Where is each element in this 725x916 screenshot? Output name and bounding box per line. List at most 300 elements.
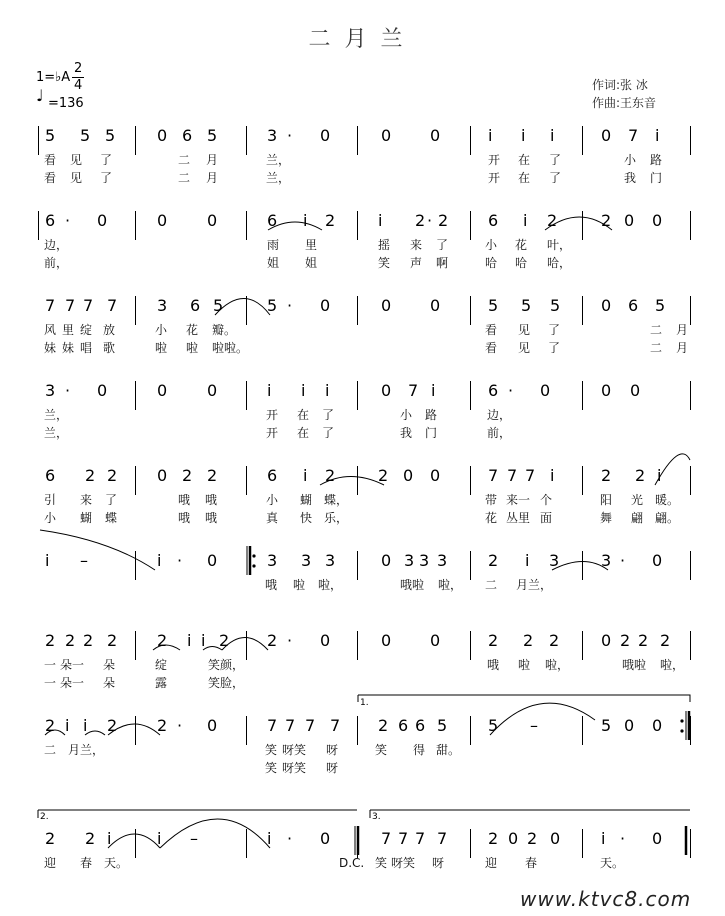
note: 0	[403, 466, 414, 485]
note: i	[303, 466, 308, 485]
lyric-verse-2: 看	[44, 171, 57, 185]
lyric-verse-1: 笑	[265, 743, 278, 757]
lyric-verse-2: 丛里	[506, 511, 531, 525]
note: 7	[408, 381, 419, 400]
lyric-verse-1: 呀	[432, 856, 445, 870]
lyric-verse-1: 暖。	[655, 493, 680, 507]
note: 2	[207, 466, 218, 485]
lyric-verse-1: 个	[540, 493, 553, 507]
lyric-verse-2: 声	[410, 256, 423, 270]
lyric-verse-2: 朵	[103, 676, 116, 690]
lyric-verse-1: 二	[485, 578, 498, 592]
lyric-verse-1: 二	[178, 153, 191, 167]
lyric-verse-1: 哦	[178, 493, 191, 507]
lyric-verse-2: 了	[549, 171, 562, 185]
note: 0	[157, 381, 168, 400]
time-signature-top: 2	[74, 61, 83, 76]
lyric-verse-2: 蝶	[105, 511, 118, 525]
note: 0	[624, 716, 635, 735]
note: 6	[190, 296, 201, 315]
lyric-verse-2: 见	[518, 341, 531, 355]
lyric-verse-1: 阳	[600, 493, 613, 507]
note: i	[301, 381, 306, 400]
note: 2	[157, 716, 168, 735]
note: 5	[213, 296, 224, 315]
note: 7	[45, 296, 56, 315]
lyric-verse-1: 小	[155, 323, 168, 337]
lyric-verse-2: 兰，	[266, 171, 291, 185]
lyric-verse-2: 花	[485, 511, 498, 525]
note: 0	[320, 631, 331, 650]
note: 2	[378, 716, 389, 735]
note: 0	[381, 381, 392, 400]
volta-3-label: 3.	[372, 812, 381, 822]
lyric-verse-1: 啦，	[660, 658, 685, 672]
lyric-verse-1: 放	[103, 323, 116, 337]
note: 7	[507, 466, 518, 485]
note: –	[530, 716, 538, 735]
note: i	[521, 126, 526, 145]
lyric-verse-1: 二	[650, 323, 663, 337]
note: 6	[628, 296, 639, 315]
note: 0	[652, 211, 663, 230]
note: 3	[601, 551, 612, 570]
lyric-verse-2: 呀	[326, 761, 339, 775]
note: 2	[438, 211, 449, 230]
lyric-verse-2: 月	[676, 341, 689, 355]
lyric-verse-1: 甜。	[436, 743, 461, 757]
lyric-verse-1: 月兰，	[516, 578, 553, 592]
lyric-verse-2: 在	[518, 171, 531, 185]
note: 5	[488, 296, 499, 315]
note: i	[488, 126, 493, 145]
page-title: 二月兰	[308, 27, 417, 52]
composer-credit: 作曲:王东音	[592, 96, 657, 110]
lyric-verse-1: 小	[624, 153, 637, 167]
lyric-verse-1: 雨	[267, 238, 280, 252]
note: 3	[549, 551, 560, 570]
lyric-verse-1: 开	[266, 408, 279, 422]
lyric-verse-1: 朵一	[60, 658, 85, 672]
lyric-verse-1: 风	[44, 323, 57, 337]
note: 0	[157, 126, 168, 145]
lyric-verse-2: 姐	[267, 256, 280, 270]
note: 3	[437, 551, 448, 570]
note: 0	[430, 466, 441, 485]
lyric-verse-2: 哦	[178, 511, 191, 525]
note: 0	[381, 126, 392, 145]
lyric-verse-1: 里	[62, 323, 75, 337]
note: 0	[381, 296, 392, 315]
note: i	[655, 126, 660, 145]
note: 0	[652, 551, 663, 570]
lyric-verse-2: 开	[266, 426, 279, 440]
note: 2	[638, 631, 649, 650]
note: 0	[320, 126, 331, 145]
lyric-verse-1: 笑颜，	[208, 658, 245, 672]
note: 3	[419, 551, 430, 570]
note: ·	[287, 296, 293, 315]
note: i	[83, 716, 88, 735]
note: 7	[285, 716, 296, 735]
lyric-verse-2: 翩。	[655, 511, 680, 525]
lyric-verse-1: 了	[548, 323, 561, 337]
note: 7	[525, 466, 536, 485]
note: 3	[404, 551, 415, 570]
note: 0	[601, 126, 612, 145]
note: 2	[523, 631, 534, 650]
lyric-verse-1: 绽	[155, 658, 168, 672]
lyric-verse-2: 呀笑	[282, 761, 307, 775]
note: 2	[488, 631, 499, 650]
lyric-verse-2: 哦	[205, 511, 218, 525]
note: 0	[601, 296, 612, 315]
lyric-verse-1: 二	[44, 743, 57, 757]
note: 3	[157, 296, 168, 315]
note: 2	[107, 466, 118, 485]
lyric-verse-2: 唱	[80, 341, 93, 355]
note: i	[157, 551, 162, 570]
note: –	[80, 551, 88, 570]
note: 0	[601, 381, 612, 400]
lyric-verse-1: 里	[305, 238, 318, 252]
note: 2	[65, 631, 76, 650]
lyric-verse-1: 得	[413, 743, 426, 757]
note: 7	[330, 716, 341, 735]
lyric-verse-1: 绽	[80, 323, 93, 337]
lyric-verse-1: 引	[44, 493, 57, 507]
lyric-verse-1: 哦	[265, 578, 278, 592]
note: i	[523, 211, 528, 230]
tempo-note-icon: ♩	[36, 86, 44, 105]
lyric-verse-2: 舞	[600, 511, 613, 525]
lyric-verse-1: 小	[485, 238, 498, 252]
note: 2	[601, 211, 612, 230]
lyric-verse-1: 啦，	[438, 578, 463, 592]
lyric-verse-1: 见	[518, 323, 531, 337]
lyric-verse-1: 哦	[487, 658, 500, 672]
lyric-verse-1: 天。	[104, 856, 129, 870]
lyric-verse-2: 笑脸，	[208, 676, 245, 690]
note: i	[157, 829, 162, 848]
note: ·	[620, 551, 626, 570]
note: 5	[601, 716, 612, 735]
tempo-marking: =136	[48, 96, 84, 111]
note: i	[65, 716, 70, 735]
note: 0	[157, 211, 168, 230]
note: 3	[45, 381, 56, 400]
note: 7	[83, 296, 94, 315]
note: 2	[378, 466, 389, 485]
note: i	[525, 551, 530, 570]
lyric-verse-2: 了	[322, 426, 335, 440]
note: 5	[550, 296, 561, 315]
lyric-verse-1: 啦，	[545, 658, 570, 672]
note: 2	[107, 631, 118, 650]
note: 0	[207, 211, 218, 230]
watermark: www.ktvc8.com	[520, 887, 692, 911]
note: 7	[381, 829, 392, 848]
lyric-verse-1: 边，	[44, 238, 69, 252]
note: 7	[628, 126, 639, 145]
note: i	[550, 126, 555, 145]
note: 2	[488, 829, 499, 848]
lyric-verse-1: 月	[206, 153, 219, 167]
lyric-verse-1: 了	[105, 493, 118, 507]
note: i	[657, 466, 662, 485]
note: i	[601, 829, 606, 848]
lyric-verse-1: 花	[186, 323, 199, 337]
note: 5	[437, 716, 448, 735]
note: ·	[427, 211, 433, 230]
lyric-verse-2: 妹	[44, 341, 57, 355]
note: ·	[65, 381, 71, 400]
lyric-verse-1: 带	[485, 493, 498, 507]
note: 2	[83, 631, 94, 650]
lyric-verse-1: 笑	[375, 856, 388, 870]
note: 2	[267, 631, 278, 650]
lyric-verse-1: 叶，	[547, 238, 572, 252]
lyric-verse-1: 小	[266, 493, 279, 507]
lyric-verse-1: 笑	[375, 743, 388, 757]
note: 7	[398, 829, 409, 848]
lyric-verse-2: 二	[650, 341, 663, 355]
note: 5	[655, 296, 666, 315]
note: 5	[488, 716, 499, 735]
note: 0	[97, 211, 108, 230]
note: ·	[177, 551, 183, 570]
note: 6	[182, 126, 193, 145]
lyric-verse-1: 了	[549, 153, 562, 167]
lyric-verse-1: 啦	[518, 658, 531, 672]
note: 7	[437, 829, 448, 848]
lyric-verse-1: 春	[80, 856, 93, 870]
note: 0	[601, 631, 612, 650]
note: 2	[488, 551, 499, 570]
lyric-verse-2: 了	[548, 341, 561, 355]
note: i	[431, 381, 436, 400]
lyric-verse-1: 天。	[600, 856, 625, 870]
lyric-verse-2: 啊	[436, 256, 449, 270]
note: 6	[267, 211, 278, 230]
lyric-verse-1: 光	[631, 493, 644, 507]
note: 0	[430, 296, 441, 315]
note: 5	[80, 126, 91, 145]
lyric-verse-2: 我	[400, 426, 413, 440]
note: 0	[320, 296, 331, 315]
note: 0	[540, 381, 551, 400]
note: 2	[45, 716, 56, 735]
note: ·	[177, 716, 183, 735]
lyric-verse-1: 哦	[205, 493, 218, 507]
lyric-verse-1: 路	[650, 153, 663, 167]
lyric-verse-2: 快	[300, 511, 313, 525]
lyric-verse-2: 见	[70, 171, 83, 185]
note: 0	[157, 466, 168, 485]
lyric-verse-2: 我	[624, 171, 637, 185]
note: i	[187, 631, 192, 650]
note: 2	[660, 631, 671, 650]
note: 0	[624, 211, 635, 230]
lyric-verse-1: 在	[297, 408, 310, 422]
note: i	[378, 211, 383, 230]
lyric-verse-1: 一	[44, 658, 57, 672]
lyric-verse-1: 看	[44, 153, 57, 167]
lyric-verse-1: 月兰，	[68, 743, 105, 757]
note: 0	[652, 716, 663, 735]
note: 2	[85, 829, 96, 848]
note: 2	[601, 466, 612, 485]
note: i	[107, 829, 112, 848]
lyric-verse-1: 呀	[326, 743, 339, 757]
note: 0	[207, 716, 218, 735]
note: 5	[521, 296, 532, 315]
note: 0	[381, 631, 392, 650]
lyric-verse-2: 前，	[44, 256, 69, 270]
note: 6	[45, 466, 56, 485]
lyric-verse-2: 啦啦。	[212, 341, 249, 355]
lyric-verse-2: 面	[540, 511, 553, 525]
note: 0	[381, 551, 392, 570]
volta-2-label: 2.	[40, 812, 49, 822]
note: 0	[630, 381, 641, 400]
key-signature: 1=♭A	[36, 70, 71, 85]
note: 2	[415, 211, 426, 230]
note: 2	[325, 466, 336, 485]
note: 0	[430, 631, 441, 650]
lyric-verse-2: 一	[44, 676, 57, 690]
note: 3	[325, 551, 336, 570]
note: ·	[65, 211, 71, 230]
lyric-verse-2: 兰，	[44, 426, 69, 440]
note: 5	[105, 126, 116, 145]
lyric-verse-1: 瓣。	[212, 323, 237, 337]
lyric-verse-2: 哈，	[547, 256, 572, 270]
lyric-verse-1: D.C.	[339, 856, 365, 870]
lyric-verse-1: 蝴	[300, 493, 313, 507]
note: 6	[415, 716, 426, 735]
lyric-verse-2: 月	[206, 171, 219, 185]
note: 6	[488, 211, 499, 230]
lyric-verse-2: 翩	[631, 511, 644, 525]
lyric-verse-2: 二	[178, 171, 191, 185]
note: 2	[157, 631, 168, 650]
lyric-verse-1: 来	[410, 238, 423, 252]
lyric-verse-2: 啦	[155, 341, 168, 355]
lyric-verse-1: 啦，	[318, 578, 343, 592]
lyricist-credit: 作词:张 冰	[592, 78, 648, 92]
lyric-verse-2: 在	[297, 426, 310, 440]
note: i	[201, 631, 206, 650]
lyric-verse-2: 门	[425, 426, 438, 440]
note: 0	[652, 829, 663, 848]
note: 2	[45, 631, 56, 650]
lyric-verse-1: 看	[485, 323, 498, 337]
note: 5	[207, 126, 218, 145]
lyric-verse-2: 歌	[103, 341, 116, 355]
note: 6	[488, 381, 499, 400]
note: 2	[549, 631, 560, 650]
lyric-verse-2: 姐	[305, 256, 318, 270]
note: 0	[97, 381, 108, 400]
lyric-verse-1: 来一	[506, 493, 531, 507]
note: 3	[267, 126, 278, 145]
note: ·	[287, 631, 293, 650]
note: 2	[547, 211, 558, 230]
note: i	[45, 551, 50, 570]
note: 6	[45, 211, 56, 230]
note: 2	[325, 211, 336, 230]
note: 5	[45, 126, 56, 145]
lyric-verse-2: 乐，	[324, 511, 349, 525]
note: 7	[488, 466, 499, 485]
lyric-verse-1: 哦啦	[400, 578, 425, 592]
lyric-verse-1: 啦	[293, 578, 306, 592]
lyric-verse-1: 呀笑	[391, 856, 416, 870]
note: 6	[398, 716, 409, 735]
note: 2	[107, 716, 118, 735]
volta-1-label: 1.	[360, 698, 369, 708]
note: 6	[267, 466, 278, 485]
lyric-verse-2: 前，	[487, 426, 512, 440]
lyric-verse-2: 笑	[265, 761, 278, 775]
note: 7	[65, 296, 76, 315]
note: ·	[287, 126, 293, 145]
lyric-verse-1: 蝶，	[324, 493, 349, 507]
lyric-verse-2: 露	[155, 676, 168, 690]
lyric-verse-2: 开	[488, 171, 501, 185]
note: i	[267, 829, 272, 848]
lyric-verse-1: 迎	[44, 856, 57, 870]
lyric-verse-1: 见	[70, 153, 83, 167]
lyric-verse-2: 门	[650, 171, 663, 185]
note: 0	[207, 551, 218, 570]
note: 7	[267, 716, 278, 735]
note: ·	[508, 381, 514, 400]
lyric-verse-1: 摇	[378, 238, 391, 252]
note: –	[190, 829, 198, 848]
note: i	[267, 381, 272, 400]
lyric-verse-1: 兰，	[44, 408, 69, 422]
lyric-verse-1: 路	[425, 408, 438, 422]
lyric-verse-2: 蝴	[80, 511, 93, 525]
lyric-verse-2: 了	[100, 171, 113, 185]
lyric-verse-1: 了	[322, 408, 335, 422]
note: i	[550, 466, 555, 485]
note: 0	[207, 381, 218, 400]
note: 0	[550, 829, 561, 848]
note: 2	[182, 466, 193, 485]
note: 2	[85, 466, 96, 485]
note: 2	[635, 466, 646, 485]
note: 2	[620, 631, 631, 650]
note: 0	[430, 126, 441, 145]
note: 3	[301, 551, 312, 570]
lyric-verse-2: 朵一	[60, 676, 85, 690]
lyric-verse-1: 朵	[103, 658, 116, 672]
lyric-verse-2: 哈	[515, 256, 528, 270]
lyric-verse-1: 呀笑	[282, 743, 307, 757]
note: 2	[527, 829, 538, 848]
note: 2	[45, 829, 56, 848]
note: 7	[107, 296, 118, 315]
lyric-verse-1: 了	[436, 238, 449, 252]
lyric-verse-1: 了	[100, 153, 113, 167]
lyric-verse-1: 边，	[487, 408, 512, 422]
note: 5	[267, 296, 278, 315]
lyric-verse-1: 兰，	[266, 153, 291, 167]
note: 0	[320, 829, 331, 848]
